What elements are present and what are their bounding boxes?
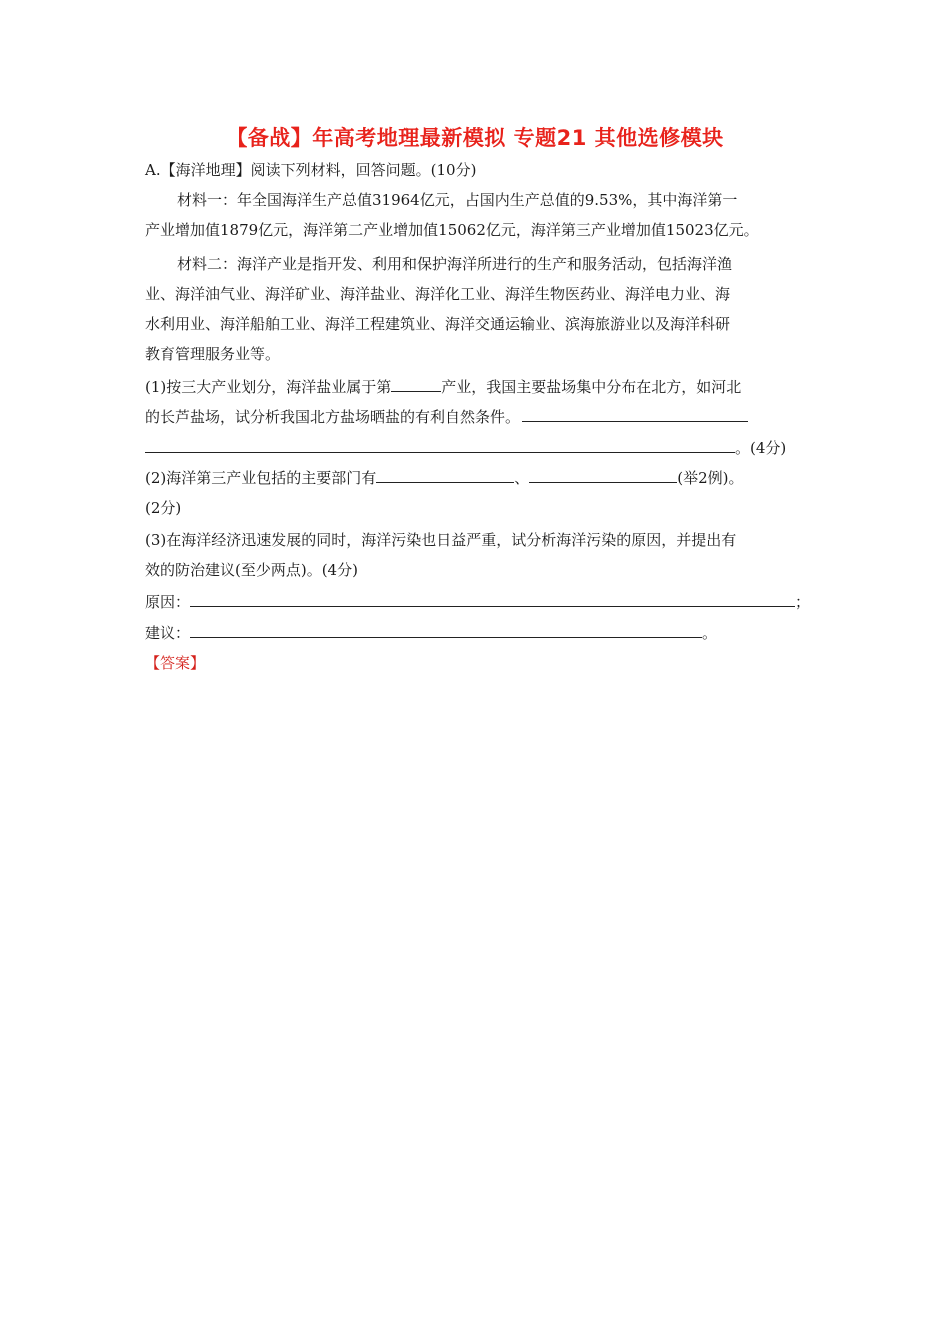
material1-line1: 材料一：年全国海洋生产总值31964亿元，占国内生产总值的9.53%，其中海洋第一 — [177, 191, 738, 209]
question3-line1: (3)在海洋经济迅速发展的同时，海洋污染也日益严重，试分析海洋污染的原因，并提出有 — [145, 531, 737, 549]
q1-text-part1: (1)按三大产业划分，海洋盐业属于第 — [145, 378, 392, 396]
q3-reason-blank[interactable] — [190, 592, 795, 607]
q1-answer-blank-industry[interactable] — [391, 377, 441, 392]
q3-suggest-end: 。 — [702, 624, 718, 642]
section-a-prefix: A. — [145, 161, 161, 179]
question3-line2: 效的防治建议(至少两点)。(4分) — [145, 561, 358, 579]
q2-answer-blank-2[interactable] — [529, 468, 677, 483]
question1-line2 — [145, 407, 748, 427]
question1-line3 — [145, 438, 786, 458]
section-a-heading — [145, 160, 476, 180]
answer-label: 【答案】 — [145, 654, 206, 672]
question2-line1 — [145, 468, 744, 488]
page-title: 【备战】年高考地理最新模拟 专题21 其他选修模块 — [226, 126, 724, 150]
q1-text-part2: 产业，我国主要盐场集中分布在北方，如河北 — [441, 378, 742, 396]
q2-answer-blank-1[interactable] — [376, 468, 514, 483]
section-a-intro: 阅读下列材料，回答问题。(10分) — [250, 161, 477, 179]
material2-line2: 业、海洋油气业、海洋矿业、海洋盐业、海洋化工业、海洋生物医药业、海洋电力业、海 — [145, 285, 731, 303]
q1-text-line2: 的长芦盐场，试分析我国北方盐场晒盐的有利自然条件。 — [145, 408, 521, 426]
material2-line1: 材料二：海洋产业是指开发、利用和保护海洋所进行的生产和服务活动，包括海洋渔 — [177, 255, 733, 273]
material1-line2: 产业增加值1879亿元，海洋第二产业增加值15062亿元，海洋第三产业增加值15023亿元。 — [145, 221, 759, 239]
q2-text: (2)海洋第三产业包括的主要部门有 — [145, 469, 377, 487]
q3-suggest-blank[interactable] — [190, 623, 702, 638]
q3-reason-end: ； — [795, 593, 811, 611]
question3-reason — [145, 592, 810, 612]
q3-suggest-label: 建议： — [145, 624, 191, 642]
material2-line3: 水利用业、海洋船舶工业、海洋工程建筑业、海洋交通运输业、滨海旅游业以及海洋科研 — [145, 315, 731, 333]
q2-sep: 、 — [514, 469, 530, 487]
question3-suggestion — [145, 623, 717, 643]
q1-score: 。(4分) — [735, 439, 787, 457]
q3-reason-label: 原因： — [145, 593, 191, 611]
q1-answer-blank-conditions-1[interactable] — [522, 407, 748, 422]
question1-line1 — [145, 377, 741, 397]
q2-score: (2分) — [145, 499, 182, 517]
section-a-topic: 【海洋地理】 — [160, 161, 251, 179]
q2-end: (举2例)。 — [677, 469, 744, 487]
material2-line4: 教育管理服务业等。 — [145, 345, 281, 363]
q1-answer-blank-conditions-2[interactable] — [145, 438, 735, 453]
